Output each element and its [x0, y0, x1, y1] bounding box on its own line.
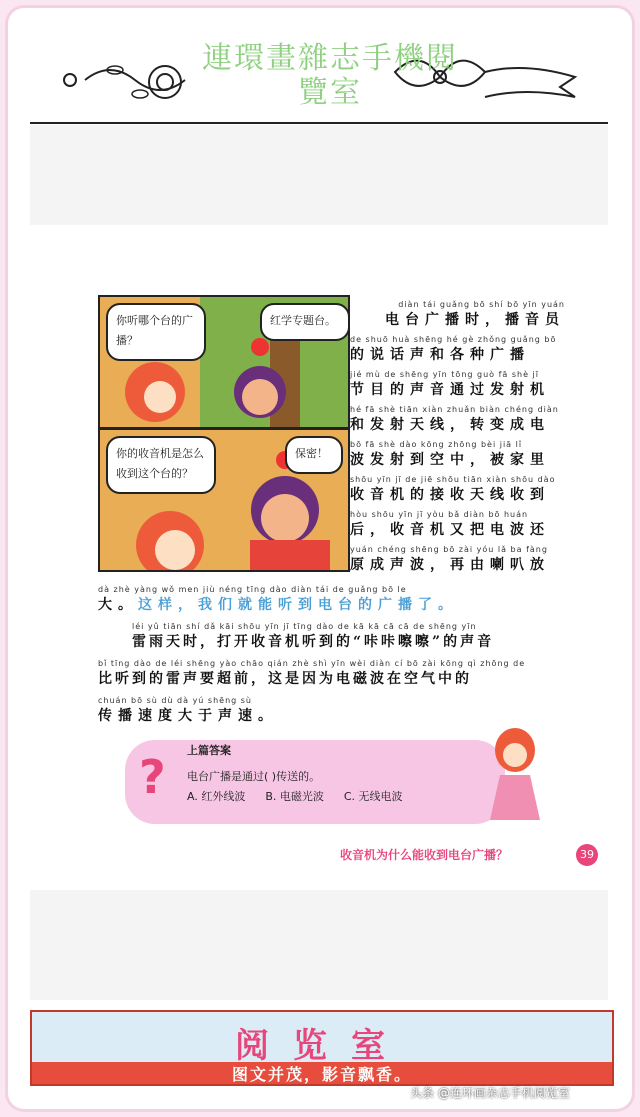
speech-bubble-3: 你的收音机是怎么收到这个台的？ — [106, 436, 216, 494]
pinyin-line: hòu shōu yīn jī yòu bǎ diàn bō huán — [350, 510, 529, 519]
article-text-full — [98, 585, 568, 725]
quiz-option-b: B. 电磁光波 — [265, 790, 324, 803]
comic-panel-2 — [98, 428, 350, 572]
speech-bubble-2: 红学专题台。 — [260, 303, 350, 341]
speech-bubble-4: 保密！ — [285, 436, 343, 474]
header-divider — [30, 122, 608, 124]
page-number: 39 — [576, 844, 598, 866]
pinyin-line: bǐ tīng dào de léi shēng yào chāo qián zhè shì yīn wèi diàn cí bō zài kōng qì zhōng de — [98, 659, 526, 668]
blank-band-bottom — [30, 890, 608, 1000]
pinyin-line: de shuō huà shēng hé gè zhǒng guǎng bō — [350, 335, 557, 344]
text-line: 节目的声音通过发射机 — [350, 382, 550, 398]
pinyin-line: shōu yīn jī de jiē shōu tiān xiàn shōu dào — [350, 475, 556, 484]
text-line: 传播速度大于声速。 — [98, 708, 278, 724]
quiz-question: 电台广播是通过( )传送的。 — [187, 770, 321, 783]
text-line: 和发射天线，转变成电 — [350, 417, 550, 433]
quiz-option-a: A. 红外线波 — [187, 790, 246, 803]
watermark: 头条 @连环画杂志手机阅览室 — [410, 1086, 570, 1100]
text-line: 原成声波，再由喇叭放 — [350, 557, 550, 573]
text-line: 后，收音机又把电波还 — [350, 522, 550, 538]
mascot-girl-illustration — [480, 715, 550, 825]
blank-band-top — [30, 125, 608, 225]
pinyin-line: diàn tái guǎng bō shí bō yīn yuán — [398, 300, 565, 309]
header — [30, 32, 610, 122]
pinyin-line: yuán chéng shēng bō zài yóu lǎ ba fàng — [350, 545, 548, 554]
text-segment: 大。 — [98, 597, 138, 613]
quiz-box — [125, 740, 505, 824]
quiz-options — [187, 788, 403, 804]
footer-banner — [30, 1010, 614, 1086]
quiz-option-c: C. 无线电波 — [343, 790, 403, 803]
highlight-text: 这样，我们就能听到电台的广播了。 — [138, 597, 458, 613]
text-line: 波发射到空中，被家里 — [350, 452, 550, 468]
pinyin-line: chuán bō sù dù dà yú shēng sù — [98, 696, 253, 705]
text-line: 雷雨天时，打开收音机听到的“咔咔嚓嚓”的声音 — [132, 634, 495, 650]
header-title-line2: 覽室 — [298, 75, 362, 110]
banner-title: 阅览室 — [235, 1026, 409, 1066]
text-line: 比听到的雷声要超前，这是因为电磁波在空气中的 — [98, 671, 472, 687]
pinyin-line: dà zhè yàng wǒ men jiù néng tīng dào diàn tái de guǎng bō le — [98, 585, 407, 594]
text-line — [98, 594, 568, 614]
pinyin-line: bō fā shè dào kōng zhōng bèi jiā lǐ — [350, 440, 523, 449]
page-caption: 收音机为什么能收到电台广播？ — [340, 848, 509, 862]
header-title — [180, 42, 480, 110]
comic-panel-1 — [98, 295, 350, 429]
text-line: 的说话声和各种广播 — [350, 347, 530, 363]
question-mark-icon: ? — [139, 750, 166, 804]
text-line: 电台广播时，播音员 — [385, 312, 565, 328]
pinyin-line: hé fā shè tiān xiàn zhuǎn biàn chéng diàn — [350, 405, 559, 414]
pinyin-line: jié mù de shēng yīn tōng guò fā shè jī — [350, 370, 539, 379]
banner-slogan: 图文并茂，影音飘香。 — [231, 1065, 412, 1084]
text-line: 收音机的接收天线收到 — [350, 487, 550, 503]
article-text-column — [350, 300, 565, 574]
speech-bubble-1: 你听哪个台的广播？ — [106, 303, 206, 361]
header-title-line1: 連環畫雜志手機閱 — [202, 41, 458, 76]
quiz-label: 上篇答案 — [187, 744, 231, 757]
pinyin-line: léi yǔ tiān shí dǎ kāi shōu yīn jī tīng dào de kā kā cā cā de shēng yīn — [132, 622, 477, 631]
